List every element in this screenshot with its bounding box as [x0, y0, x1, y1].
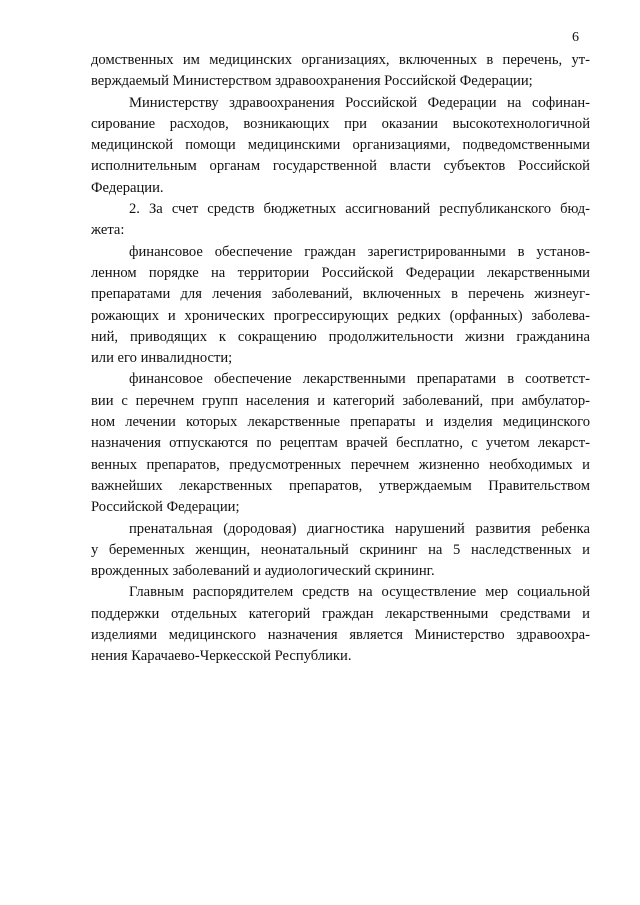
text-line: поддержки отдельных категорий граждан лекарственными средствами и	[91, 605, 590, 622]
page-number: 6	[572, 30, 579, 45]
text-line: у беременных женщин, неонатальный скрининг на 5 наследственных и	[91, 541, 590, 558]
text-line: нения Карачаево-Черкесской Республики.	[91, 648, 352, 665]
text-line: ний, приводящих к сокращению продолжительности жизни гражданина	[91, 328, 590, 345]
text-line: Министерству здравоохранения Российской Федерации на софинан-	[129, 94, 590, 111]
text-line: препаратами для лечения заболеваний, включенных в перечень жизнеуг-	[91, 286, 590, 303]
document-body	[91, 50, 590, 668]
text-line: медицинской помощи медицинскими организациями, подведомственными	[91, 137, 590, 154]
text-line: ленном порядке на территории Российской Федерации лекарственными	[91, 264, 590, 281]
text-line: жета:	[91, 222, 125, 239]
text-line: рожающих и хронических прогрессирующих редких (орфанных) заболева-	[91, 307, 590, 324]
text-line: врожденных заболеваний и аудиологический скрининг.	[91, 563, 435, 580]
text-line: изделиями медицинского назначения является Министерство здравоохра-	[91, 627, 590, 644]
text-line: верждаемый Министерством здравоохранения Российской Федерации;	[91, 73, 533, 90]
text-line: ном лечении которых лекарственные препараты и изделия медицинского	[91, 414, 590, 431]
text-line: 2. За счет средств бюджетных ассигнований республиканского бюд-	[129, 201, 590, 218]
text-line: пренатальная (дородовая) диагностика нарушений развития ребенка	[129, 520, 590, 537]
text-line: исполнительным органам государственной власти субъектов Российской	[91, 158, 590, 175]
text-line: венных препаратов, предусмотренных перечнем жизненно необходимых и	[91, 456, 590, 473]
text-line: важнейших лекарственных препаратов, утверждаемым Правительством	[91, 477, 590, 494]
text-line: назначения отпускаются по рецептам врачей бесплатно, с учетом лекарст-	[91, 435, 590, 452]
text-line: финансовое обеспечение граждан зарегистрированными в установ-	[129, 243, 590, 260]
text-line: сирование расходов, возникающих при оказании высокотехнологичной	[91, 115, 590, 132]
text-line: вии с перечнем групп населения и категорий заболеваний, при амбулатор-	[91, 392, 590, 409]
text-line: Федерации.	[91, 179, 164, 196]
text-line: Главным распорядителем средств на осуществление мер социальной	[129, 584, 590, 601]
text-line: или его инвалидности;	[91, 350, 233, 367]
text-line: финансовое обеспечение лекарственными препаратами в соответст-	[129, 371, 590, 388]
text-line: Российской Федерации;	[91, 499, 240, 516]
text-line: домственных им медицинских организациях, включенных в перечень, ут-	[91, 52, 590, 68]
